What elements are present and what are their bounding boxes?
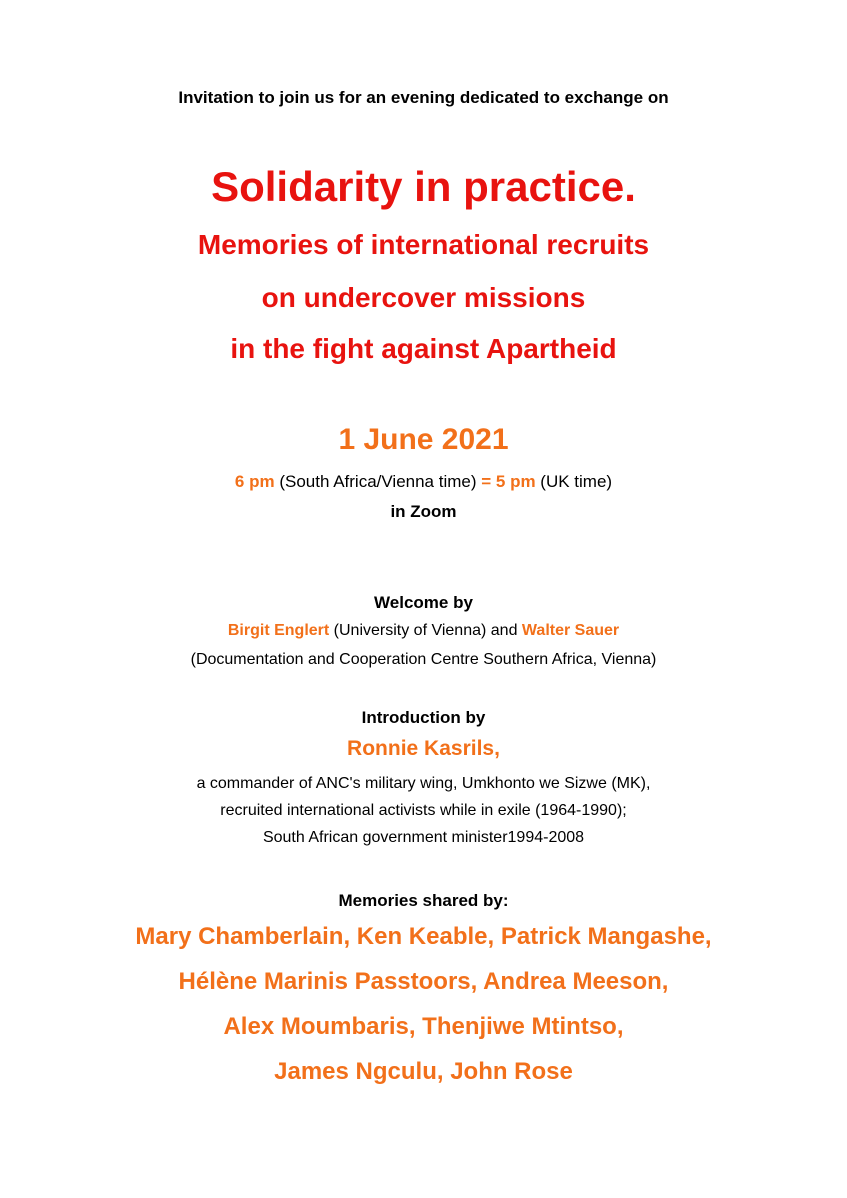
event-date: 1 June 2021 [338, 423, 509, 456]
event-subtitle-line-3: in the fight against Apartheid [230, 333, 617, 364]
time-uk: = 5 pm [481, 472, 536, 491]
welcome-speaker-2: Walter Sauer [521, 622, 620, 639]
welcome-speaker-1: Birgit Englert [227, 622, 330, 639]
welcome-affiliation-1: (University of Vienna) and [329, 622, 522, 639]
event-time [0, 472, 847, 492]
event-title: Solidarity in practice. [211, 163, 636, 210]
time-vienna: 6 pm [234, 472, 275, 491]
memories-names-line-3: Alex Moumbaris, Thenjiwe Mtintso, [223, 1013, 624, 1040]
memories-heading: Memories shared by: [338, 891, 509, 910]
introduction-desc-line-1: a commander of ANC's military wing, Umkhonto we Sizwe (MK), [196, 775, 651, 792]
time-uk-note: (UK time) [535, 472, 613, 491]
event-venue: in Zoom [390, 502, 457, 521]
invitation-intro: Invitation to join us for an evening dedicated to exchange on [178, 88, 669, 107]
time-vienna-note: (South Africa/Vienna time) [274, 472, 482, 491]
introduction-speaker: Ronnie Kasrils, [347, 737, 500, 760]
memories-names-line-4: James Ngculu, John Rose [274, 1058, 573, 1085]
introduction-desc-line-2: recruited international activists while in exile (1964-1990); [220, 802, 627, 819]
introduction-heading: Introduction by [361, 708, 486, 727]
welcome-heading: Welcome by [374, 593, 473, 612]
memories-names-line-1: Mary Chamberlain, Ken Keable, Patrick Mangashe, [135, 923, 712, 950]
welcome-affiliation-2: (Documentation and Cooperation Centre Southern Africa, Vienna) [190, 651, 657, 668]
memories-names-line-2: Hélène Marinis Passtoors, Andrea Meeson, [178, 968, 669, 995]
event-subtitle-line-2: on undercover missions [261, 282, 586, 313]
introduction-desc-line-3: South African government minister1994-2008 [262, 829, 585, 846]
welcome-speakers [0, 622, 847, 640]
event-subtitle-line-1: Memories of international recruits [197, 229, 650, 260]
